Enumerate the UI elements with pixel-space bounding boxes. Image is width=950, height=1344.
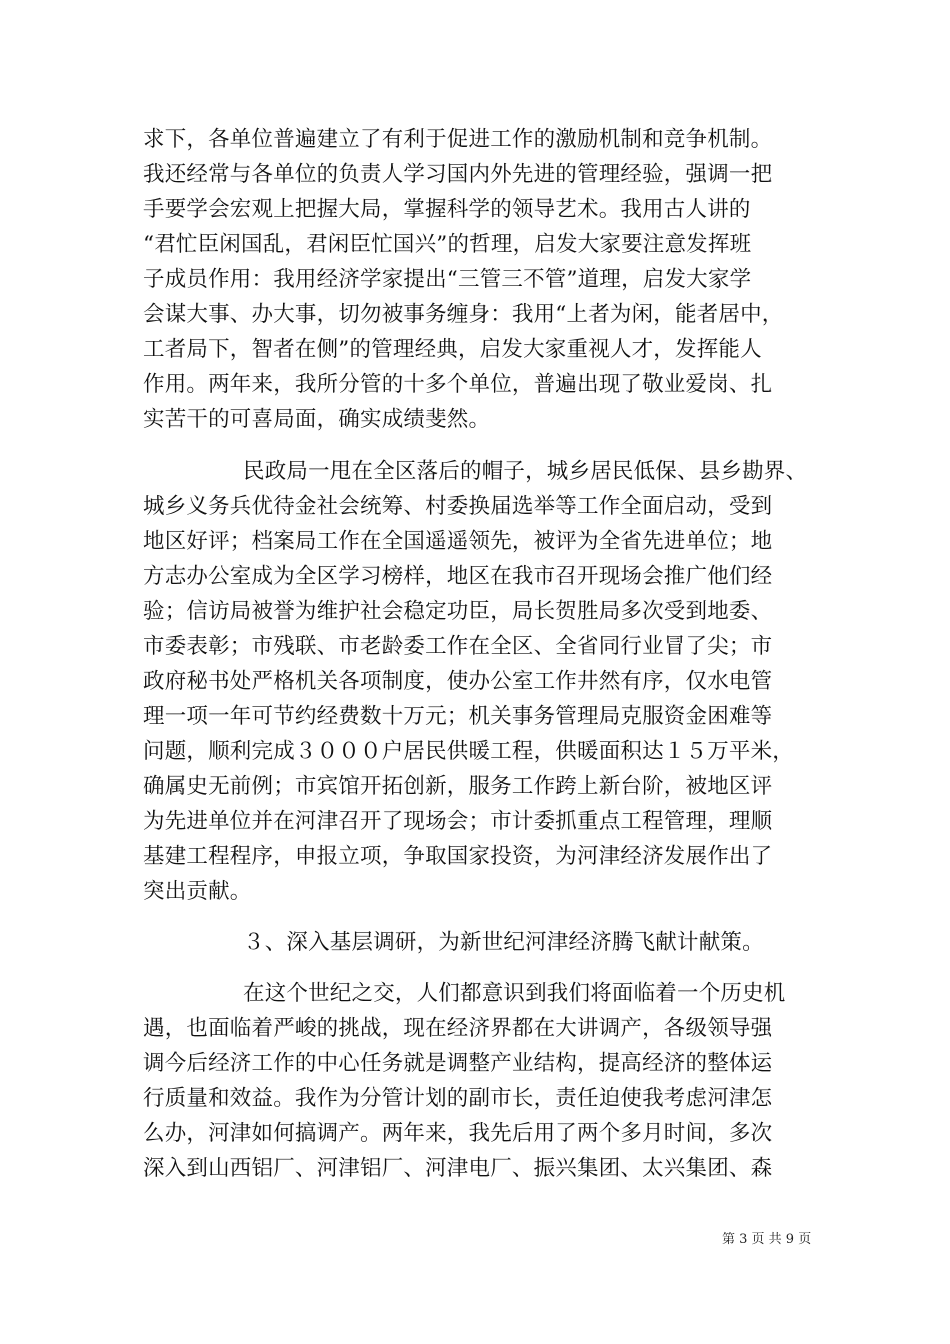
text-line: 调今后经济工作的中心任务就是调整产业结构，提高经济的整体运 [143, 1051, 773, 1076]
text-line: 确属史无前例；市宾馆开拓创新，服务工作跨上新台阶，被地区评 [143, 774, 773, 799]
text-line: 子成员作用：我用经济学家提出“三管三不管”道理，启发大家学 [143, 267, 752, 292]
text-line: 实苦干的可喜局面，确实成绩斐然。 [143, 407, 491, 432]
text-line: 会谋大事、办大事，切勿被事务缠身：我用“上者为闲，能者居中， [143, 302, 784, 327]
text-line: 么办，河津如何搞调产。两年来，我先后用了两个多月时间，多次 [143, 1121, 773, 1146]
text-line: “君忙臣闲国乱，君闲臣忙国兴”的哲理，启发大家要注意发挥班 [143, 232, 752, 257]
text-line: 遇，也面临着严峻的挑战，现在经济界都在大讲调产，各级领导强 [143, 1016, 773, 1041]
text-line: 理一项一年可节约经费数十万元；机关事务管理局克服资金困难等 [143, 704, 773, 729]
text-line: 方志办公室成为全区学习榜样，地区在我市召开现场会推广他们经 [143, 564, 773, 589]
text-line: 在这个世纪之交，人们都意识到我们将面临着一个历史机 [243, 981, 786, 1006]
text-line: 为先进单位并在河津召开了现场会；市计委抓重点工程管理，理顺 [143, 809, 773, 834]
text-line: 问题，顺利完成３０００户居民供暖工程，供暖面积达１５万平米， [143, 739, 795, 764]
text-line: 基建工程程序，申报立项，争取国家投资，为河津经济发展作出了 [143, 844, 773, 869]
text-line: ３、深入基层调研，为新世纪河津经济腾飞献计献策。 [243, 930, 764, 955]
text-line: 地区好评；档案局工作在全国遥遥领先，被评为全省先进单位；地 [143, 529, 773, 554]
text-line: 政府秘书处严格机关各项制度，使办公室工作井然有序，仅水电管 [143, 669, 773, 694]
text-line: 验；信访局被誉为维护社会稳定功臣，局长贺胜局多次受到地委、 [143, 599, 773, 624]
text-line: 手要学会宏观上把握大局，掌握科学的领导艺术。我用古人讲的 [143, 197, 751, 222]
text-line: 工者局下，智者在侧”的管理经典，启发大家重视人才，发挥能人 [143, 337, 762, 362]
page-number: 第 3 页 共 9 页 [722, 1232, 812, 1247]
text-line: 求下，各单位普遍建立了有利于促进工作的激励机制和竞争机制。 [143, 127, 773, 152]
text-line: 城乡义务兵优待金社会统筹、村委换届选举等工作全面启动，受到 [143, 494, 773, 519]
text-line: 市委表彰；市残联、市老龄委工作在全区、全省同行业冒了尖；市 [143, 634, 773, 659]
text-line: 我还经常与各单位的负责人学习国内外先进的管理经验，强调一把 [143, 162, 773, 187]
text-line: 突出贡献。 [143, 879, 252, 904]
text-line: 作用。两年来，我所分管的十多个单位，普遍出现了敬业爱岗、扎 [143, 372, 773, 397]
text-line: 民政局一甩在全区落后的帽子，城乡居民低保、县乡勘界、 [243, 459, 808, 484]
text-line: 深入到山西铝厂、河津铝厂、河津电厂、振兴集团、太兴集团、森 [143, 1156, 773, 1181]
text-line: 行质量和效益。我作为分管计划的副市长，责任迫使我考虑河津怎 [143, 1086, 773, 1111]
